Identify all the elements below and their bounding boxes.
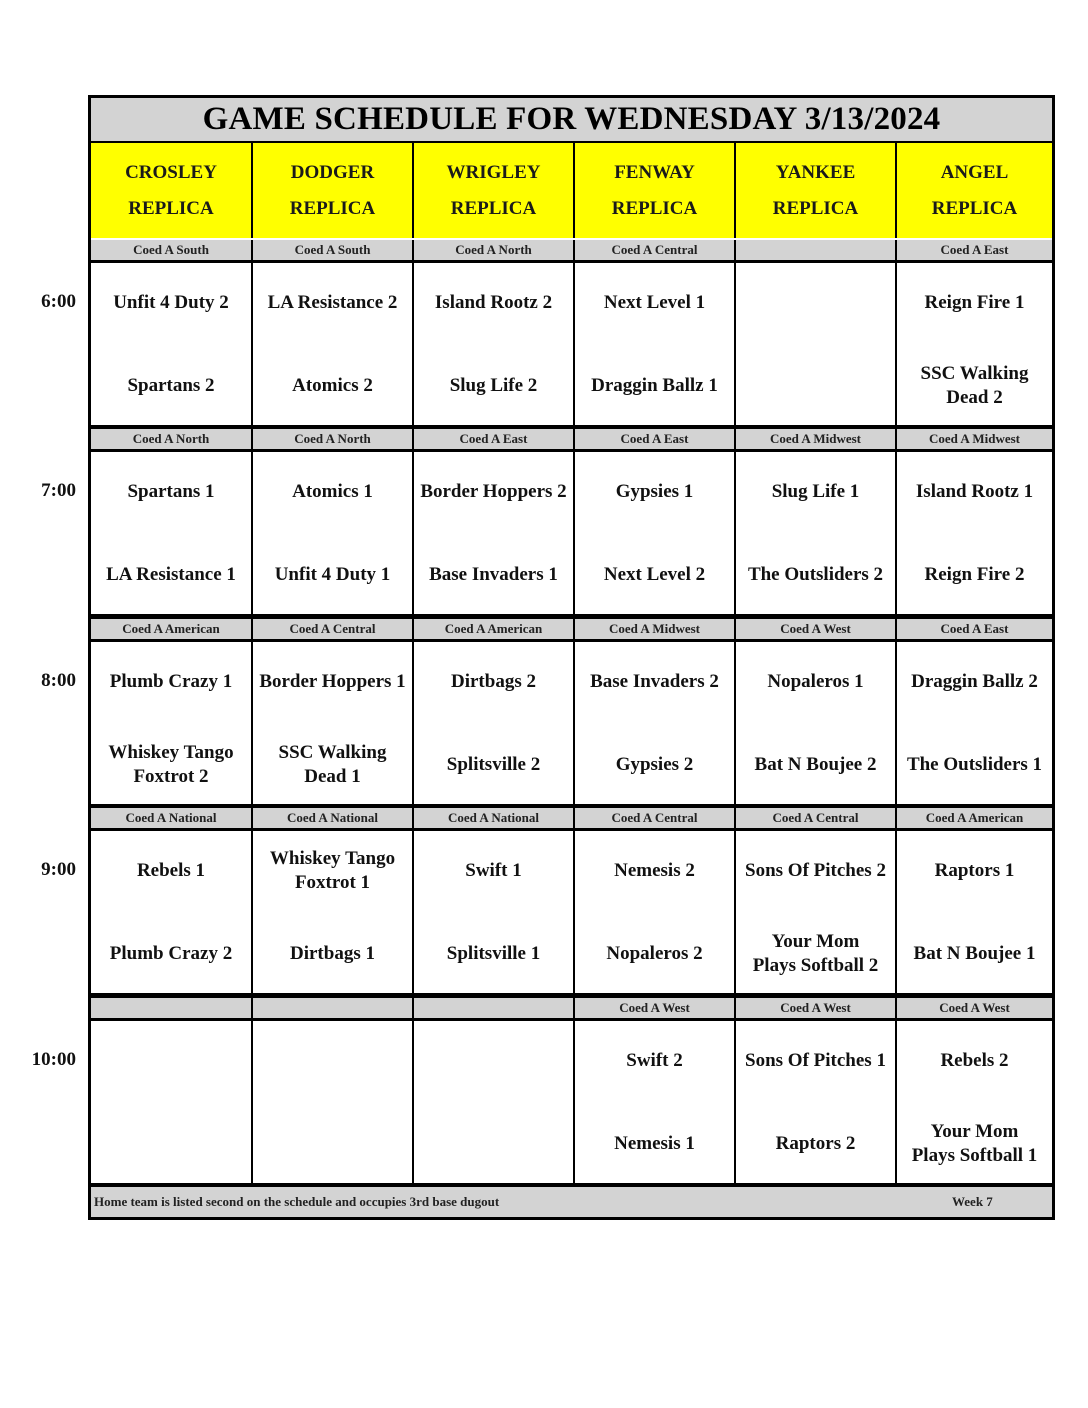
time-label: 6:00 <box>41 291 76 312</box>
division-label: Coed A American <box>897 808 1052 828</box>
schedule-title: GAME SCHEDULE FOR WEDNESDAY 3/13/2024 <box>91 98 1052 141</box>
division-label <box>253 998 412 1018</box>
game-cell <box>736 1021 895 1183</box>
game-row <box>91 263 1052 425</box>
division-row <box>91 429 1052 449</box>
field-header-yankee <box>736 143 895 238</box>
home-team: Bat N Boujee 1 <box>913 943 1036 964</box>
game-cell <box>897 1021 1052 1183</box>
home-team: Next Level 2 <box>603 564 706 585</box>
division-label: Coed A National <box>253 808 412 828</box>
game-cell <box>414 1021 573 1183</box>
game-cell <box>736 452 895 614</box>
division-label: Coed A Midwest <box>736 429 895 449</box>
away-team: Unfit 4 Duty 2 <box>113 292 229 313</box>
division-label: Coed A West <box>575 998 734 1018</box>
home-team: Spartans 2 <box>127 375 215 396</box>
home-team: The Outsliders 2 <box>747 564 884 585</box>
home-team: Splitsville 1 <box>446 943 541 964</box>
away-team: Raptors 1 <box>934 860 1015 881</box>
field-name: CROSLEY <box>125 161 217 183</box>
game-cell <box>414 263 573 425</box>
game-cell <box>414 831 573 993</box>
home-team: Slug Life 2 <box>449 375 538 396</box>
field-type: REPLICA <box>772 197 859 219</box>
game-cell <box>253 831 412 993</box>
home-team: Gypsies 2 <box>615 754 694 775</box>
away-team: Rebels 2 <box>940 1050 1009 1071</box>
home-team: Base Invaders 1 <box>429 564 558 585</box>
time-label: 9:00 <box>41 859 76 880</box>
away-team: Next Level 1 <box>603 292 706 313</box>
time-label: 7:00 <box>41 480 76 501</box>
field-name: ANGEL <box>940 161 1009 183</box>
away-team: Dirtbags 2 <box>451 671 536 692</box>
division-label: Coed A National <box>414 808 573 828</box>
game-cell <box>253 263 412 425</box>
division-label: Coed A East <box>575 429 734 449</box>
game-cell <box>575 831 734 993</box>
home-team: Bat N Boujee 2 <box>754 754 877 775</box>
field-type: REPLICA <box>450 197 537 219</box>
game-cell <box>897 642 1052 804</box>
away-team: Nopaleros 1 <box>767 671 864 692</box>
division-label: Coed A Midwest <box>897 429 1052 449</box>
field-header-crosley <box>91 143 251 238</box>
footer-note: Home team is listed second on the schedule and occupies 3rd base dugout <box>94 1194 500 1209</box>
field-type: REPLICA <box>611 197 698 219</box>
division-label: Coed A Central <box>253 619 412 639</box>
division-label <box>736 240 895 260</box>
division-label: Coed A East <box>897 240 1052 260</box>
division-label: Coed A North <box>253 429 412 449</box>
away-team: Gypsies 1 <box>615 481 694 502</box>
game-row <box>91 831 1052 993</box>
game-cell <box>736 642 895 804</box>
home-team: Draggin Ballz 1 <box>591 375 718 396</box>
field-name: FENWAY <box>614 161 695 183</box>
division-label <box>414 998 573 1018</box>
division-label: Coed A West <box>736 619 895 639</box>
game-cell <box>575 452 734 614</box>
home-team: SSC Walking Dead 1 <box>278 742 387 787</box>
away-team: Plumb Crazy 1 <box>109 671 233 692</box>
time-label: 10:00 <box>31 1049 76 1070</box>
away-team: Island Rootz 1 <box>915 481 1034 502</box>
field-header-fenway <box>575 143 734 238</box>
away-team: Sons Of Pitches 2 <box>745 860 886 881</box>
game-cell <box>91 642 251 804</box>
away-team: Rebels 1 <box>136 860 206 881</box>
game-cell <box>91 831 251 993</box>
home-team: Your Mom Plays Softball 1 <box>911 1121 1038 1166</box>
home-team: Unfit 4 Duty 1 <box>274 564 391 585</box>
game-cell <box>414 452 573 614</box>
field-header-row <box>91 143 1052 238</box>
division-row <box>91 619 1052 639</box>
game-cell <box>575 1021 734 1183</box>
home-team: SSC Walking Dead 2 <box>920 363 1029 408</box>
away-team: Sons Of Pitches 1 <box>745 1050 886 1071</box>
away-team: Swift 1 <box>465 860 522 881</box>
away-team: Spartans 1 <box>127 481 215 502</box>
game-cell <box>897 831 1052 993</box>
home-team: Dirtbags 1 <box>290 943 375 964</box>
division-label: Coed A North <box>91 429 251 449</box>
home-team: Raptors 2 <box>775 1133 856 1154</box>
division-label: Coed A West <box>897 998 1052 1018</box>
division-label: Coed A Central <box>736 808 895 828</box>
footer-week: Week 7 <box>952 1194 993 1209</box>
away-team: Slug Life 1 <box>771 481 860 502</box>
away-team: Whiskey Tango Foxtrot 1 <box>269 848 396 893</box>
game-cell <box>91 1021 251 1183</box>
away-team: Island Rootz 2 <box>434 292 553 313</box>
division-label: Coed A East <box>897 619 1052 639</box>
field-name: WRIGLEY <box>446 161 541 183</box>
division-label: Coed A East <box>414 429 573 449</box>
away-team: Border Hoppers 1 <box>259 671 406 692</box>
field-type: REPLICA <box>289 197 376 219</box>
home-team: The Outsliders 1 <box>906 754 1043 775</box>
schedule-footer <box>91 1187 1052 1217</box>
division-row <box>91 808 1052 828</box>
division-label: Coed A American <box>414 619 573 639</box>
home-team: Your Mom Plays Softball 2 <box>752 931 879 976</box>
division-label: Coed A North <box>414 240 573 260</box>
game-cell <box>897 452 1052 614</box>
away-team: Atomics 1 <box>292 481 373 502</box>
home-team: Whiskey Tango Foxtrot 2 <box>108 742 234 787</box>
game-cell <box>575 642 734 804</box>
field-header-angel <box>897 143 1052 238</box>
division-label: Coed A South <box>91 240 251 260</box>
home-team: Plumb Crazy 2 <box>109 943 233 964</box>
division-label: Coed A Central <box>575 240 734 260</box>
away-team: LA Resistance 2 <box>267 292 398 313</box>
division-label: Coed A Midwest <box>575 619 734 639</box>
game-row <box>91 642 1052 804</box>
away-team: Border Hoppers 2 <box>420 481 567 502</box>
game-row <box>91 452 1052 614</box>
game-cell <box>253 1021 412 1183</box>
game-cell <box>897 263 1052 425</box>
division-row <box>91 998 1052 1018</box>
division-row <box>91 240 1052 260</box>
field-type: REPLICA <box>931 197 1018 219</box>
game-cell <box>91 263 251 425</box>
away-team: Swift 2 <box>626 1050 683 1071</box>
game-cell <box>253 642 412 804</box>
field-name: DODGER <box>290 161 375 183</box>
game-cell <box>736 831 895 993</box>
game-cell <box>575 263 734 425</box>
game-cell <box>736 263 895 425</box>
division-label: Coed A West <box>736 998 895 1018</box>
away-team: Draggin Ballz 2 <box>911 671 1038 692</box>
field-name: YANKEE <box>775 161 856 183</box>
division-label: Coed A South <box>253 240 412 260</box>
game-cell <box>414 642 573 804</box>
field-header-dodger <box>253 143 412 238</box>
schedule-sheet <box>88 95 1055 1220</box>
game-cell <box>91 452 251 614</box>
division-label: Coed A American <box>91 619 251 639</box>
division-label: Coed A Central <box>575 808 734 828</box>
division-label <box>91 998 251 1018</box>
division-label: Coed A National <box>91 808 251 828</box>
away-team: Nemesis 2 <box>614 860 695 881</box>
home-team: LA Resistance 1 <box>106 564 236 585</box>
field-header-wrigley <box>414 143 573 238</box>
home-team: Nopaleros 2 <box>606 943 703 964</box>
home-team: Splitsville 2 <box>446 754 541 775</box>
field-type: REPLICA <box>128 197 214 219</box>
home-team: Atomics 2 <box>292 375 373 396</box>
away-team: Base Invaders 2 <box>590 671 719 692</box>
game-cell <box>253 452 412 614</box>
game-row <box>91 1021 1052 1183</box>
home-team: Reign Fire 2 <box>924 564 1025 585</box>
home-team: Nemesis 1 <box>614 1133 695 1154</box>
time-label: 8:00 <box>41 670 76 691</box>
away-team: Reign Fire 1 <box>924 292 1025 313</box>
